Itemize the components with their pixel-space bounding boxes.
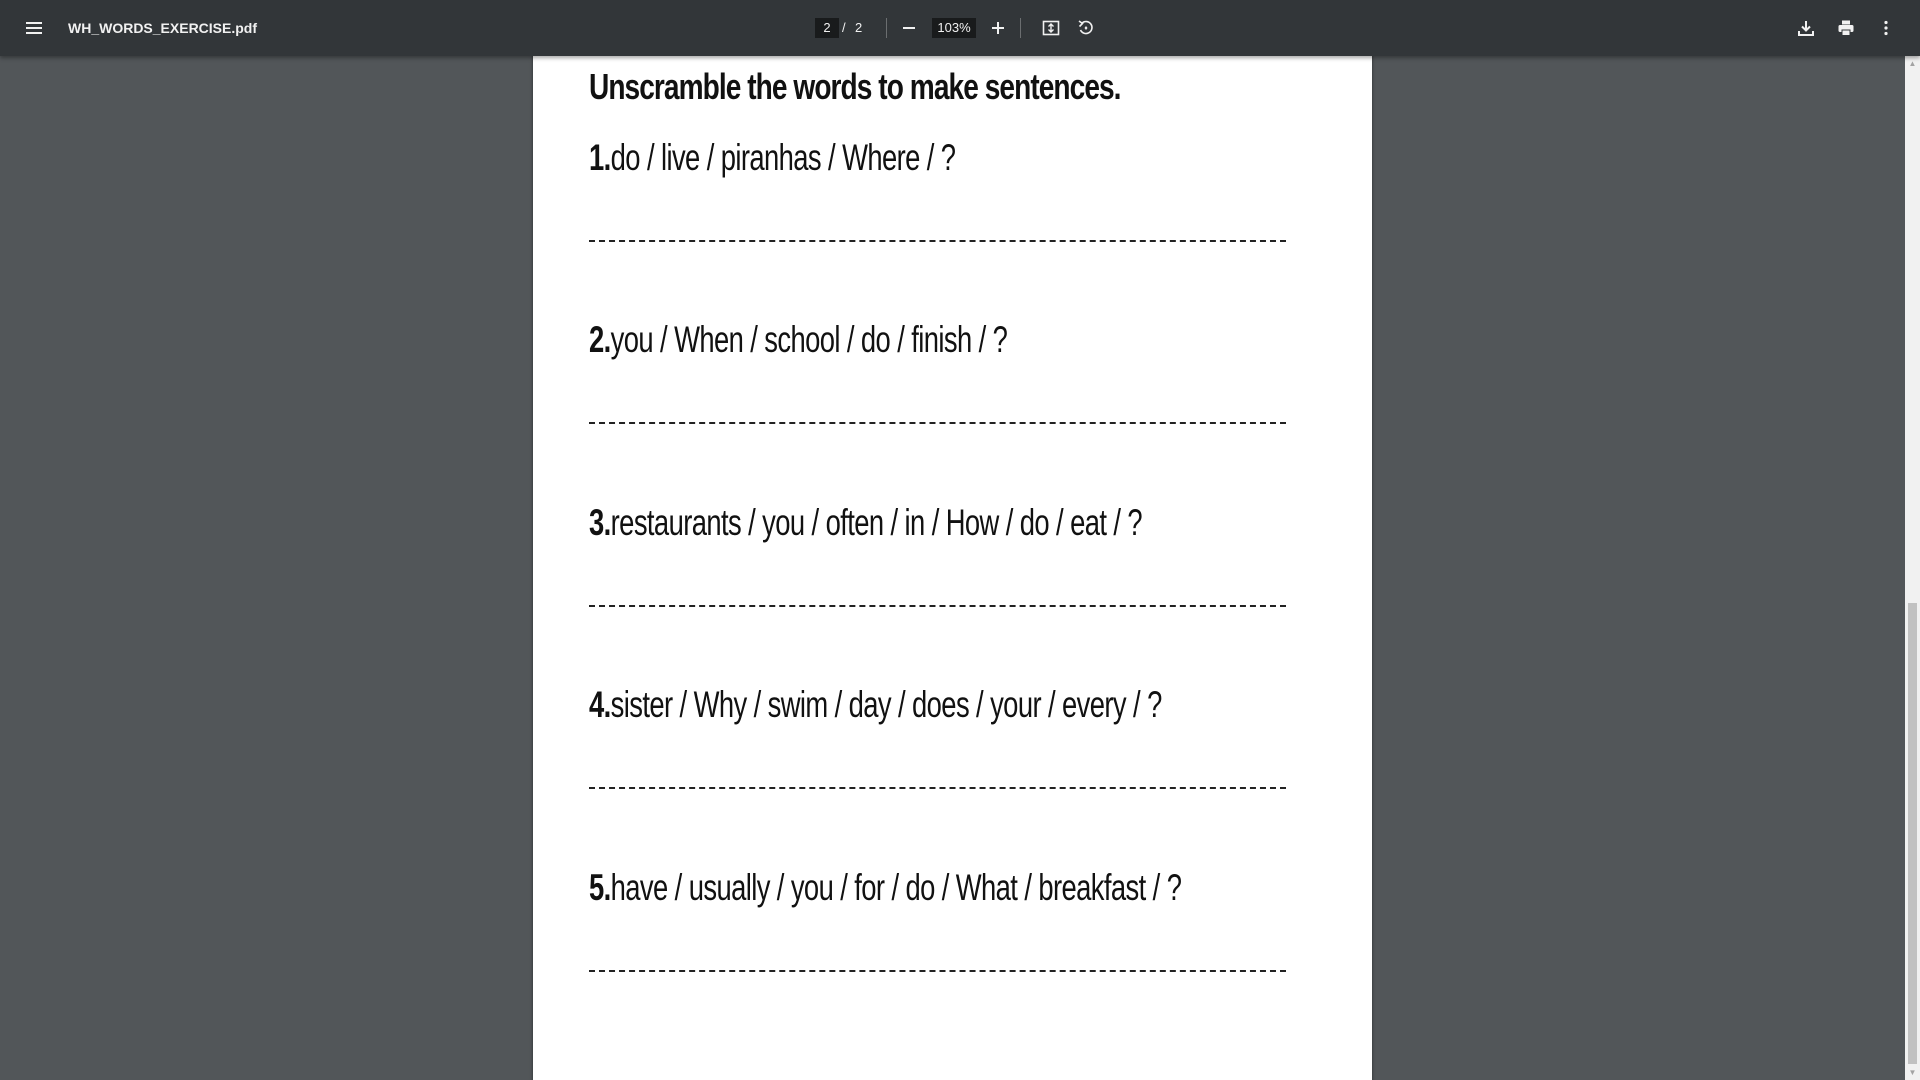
answer-line-1 xyxy=(589,240,1286,242)
scrollbar-thumb[interactable] xyxy=(1908,603,1917,1064)
toolbar-divider xyxy=(1020,18,1021,38)
download-icon[interactable] xyxy=(1790,12,1822,44)
print-icon[interactable] xyxy=(1830,12,1862,44)
plus-icon[interactable] xyxy=(982,12,1014,44)
rotate-icon[interactable] xyxy=(1070,12,1102,44)
pdf-toolbar xyxy=(0,0,1920,56)
question-number: 5. xyxy=(589,867,611,908)
document-title: WH_WORDS_EXERCISE.pdf xyxy=(68,20,258,36)
question-text: restaurants / you / often / in / How / do / eat / ? xyxy=(610,502,1143,543)
answer-line-4 xyxy=(589,787,1286,789)
question-text: do / live / piranhas / Where / ? xyxy=(610,137,956,178)
minus-icon[interactable] xyxy=(893,12,925,44)
question-text: have / usually / you / for / do / What / breakfast / ? xyxy=(610,867,1182,908)
question-1 xyxy=(589,137,955,179)
pdf-viewer[interactable] xyxy=(0,56,1905,1080)
exercise-heading: Unscramble the words to make sentences. xyxy=(589,66,1121,107)
page-number-input[interactable] xyxy=(815,18,839,38)
answer-line-2 xyxy=(589,422,1286,424)
more-vert-icon[interactable] xyxy=(1870,12,1902,44)
question-3 xyxy=(589,502,1142,544)
pdf-page xyxy=(533,56,1372,1080)
question-number: 4. xyxy=(589,684,611,725)
question-number: 2. xyxy=(589,319,611,360)
answer-line-5 xyxy=(589,970,1286,972)
scroll-down-icon[interactable]: ▼ xyxy=(1908,1068,1917,1077)
question-text: sister / Why / swim / day / does / your / every / ? xyxy=(610,684,1162,725)
question-4 xyxy=(589,684,1162,726)
page-total: 2 xyxy=(855,20,863,35)
vertical-scrollbar[interactable] xyxy=(1905,56,1920,1080)
zoom-level-input[interactable] xyxy=(932,18,976,38)
question-number: 1. xyxy=(589,137,611,178)
question-2 xyxy=(589,319,1007,361)
page-separator: / xyxy=(842,20,846,35)
question-5 xyxy=(589,867,1181,909)
answer-line-3 xyxy=(589,605,1286,607)
fit-to-page-icon[interactable] xyxy=(1035,12,1067,44)
scroll-up-icon[interactable]: ▲ xyxy=(1908,59,1917,68)
toolbar-divider xyxy=(886,18,887,38)
question-text: you / When / school / do / finish / ? xyxy=(610,319,1008,360)
question-number: 3. xyxy=(589,502,611,543)
menu-icon[interactable] xyxy=(18,12,50,44)
